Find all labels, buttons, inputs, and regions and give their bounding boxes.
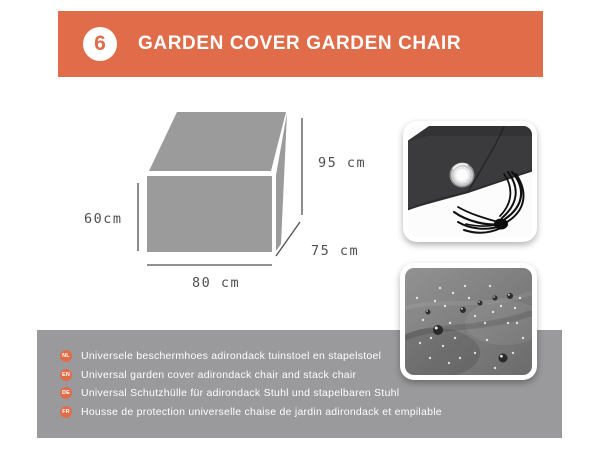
grommet-drawstring-photo [403, 121, 537, 242]
language-text-fr: Housse de protection universelle chaise de jardin adirondack et empilable [81, 405, 442, 418]
language-text-nl: Universele beschermhoes adirondack tuinstoel en stapelstoel [81, 350, 382, 362]
cube-top-face [149, 112, 286, 171]
dimension-label-height-front: 60cm [84, 211, 123, 227]
language-row-fr [60, 406, 562, 418]
language-text-de: Universal Schutzhülle für adirondack Stuhl und stapelbaren Stuhl [81, 387, 400, 399]
page-title: GARDEN COVER GARDEN CHAIR [138, 33, 462, 54]
water-repellent-fabric-photo [400, 263, 537, 380]
dimension-label-width: 80 cm [192, 275, 241, 291]
grommet-drawstring-photo-image [408, 126, 532, 237]
language-badge-de: DE [60, 387, 72, 399]
step-number: 6 [94, 32, 106, 55]
language-badge-en: EN [60, 369, 72, 381]
water-droplets-photo-image [405, 268, 532, 375]
cube-front-face [147, 176, 272, 252]
dimension-label-depth: 75 cm [311, 243, 360, 259]
language-badge-fr: FR [60, 406, 72, 418]
language-text-en: Universal garden cover adirondack chair and stack chair [81, 368, 357, 381]
language-badge-nl: NL [60, 350, 72, 362]
dimension-label-height-back: 95 cm [318, 155, 367, 171]
language-row-de [60, 387, 562, 399]
